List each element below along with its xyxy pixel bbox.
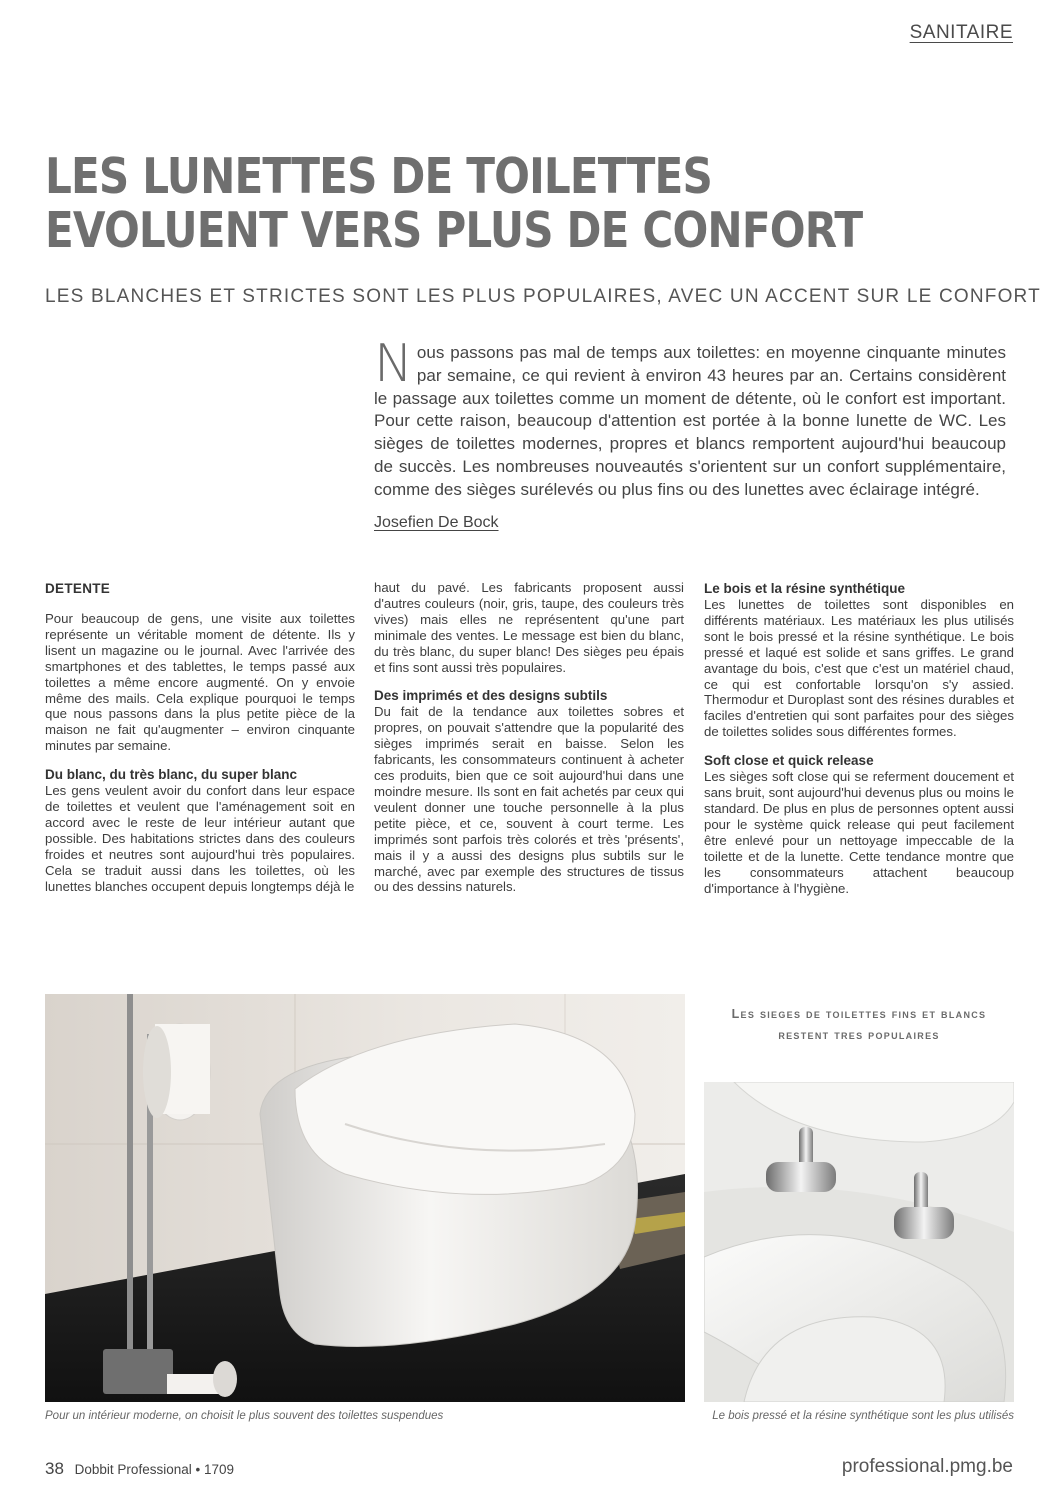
photo-seat-hinges: [704, 1082, 1014, 1402]
paragraph: Du fait de la tendance aux toilettes sobres et propres, on pouvait s'attendre que la popularité des sièges imprimés serait en baisse. Selon les fabricants, les consommateurs continuent à acheter ces produits, bien que ce soit aujourd'hui dans une moindre mesure. Ils sont en fait achetés par ceux qui veulent donner une touche personnelle à la plus petite pièce, et ce, souvent à court terme. Les imprimés sont parfois très colorés et très 'présents', mais il y a aussi des designs plus subtils sur le marché, avec par exemple des structures de tissus ou des dessins naturels.: [374, 704, 684, 895]
caption-right: Le bois pressé et la résine synthétique sont les plus utilisés: [712, 1410, 1014, 1422]
section-tag: SANITAIRE: [909, 22, 1013, 43]
pull-quote-line-2: restent tres populaires: [778, 1028, 940, 1042]
toilet-illustration: [45, 994, 685, 1402]
title-line-1: LES LUNETTES DE TOILETTES: [45, 148, 712, 205]
author-byline: Josefien De Bock: [374, 514, 499, 531]
article-subtitle: LES BLANCHES ET STRICTES SONT LES PLUS POPULAIRES, AVEC UN ACCENT SUR LE CONFORT: [45, 286, 1041, 307]
paragraph: Pour beaucoup de gens, une visite aux toilettes représente un véritable moment de détente. Ils y lisent un magazine ou le journal. Avec l'arrivée des smartphones et des tablettes, le temps passé aux toilettes a même encore augmenté. On y envoie même des mails. Cela explique pourquoi le temps que nous passons dans la plus petite pièce de la maison ne fait qu'augmenter – environ cinquante minutes par semaine.: [45, 611, 355, 754]
paragraph: Les lunettes de toilettes sont disponibles en différents matériaux. Les matériaux les plus utilisés sont le bois pressé et la résine synthétique. Le bois pressé et laqué est solide et sans griffes. Le grand avantage du bois, c'est que c'est un matériel chaud, ce qui est confortable lorsqu'on s'y assied. Thermodur et Duroplast sont des résines durables et faciles d'entretien qui sont parfaites pour des sièges de toilettes solides sous différentes formes.: [704, 597, 1014, 740]
text-column-2: [374, 580, 684, 907]
footer-url: professional.pmg.be: [841, 1456, 1013, 1477]
heading-imprimes: Des imprimés et des designs subtils: [374, 688, 608, 704]
paragraph: Les gens veulent avoir du confort dans leur espace de toilettes et veulent que l'aménagement soit en accord avec le reste de leur intérieur autant que possible. Des habitations strictes dans des couleurs froides et neutres sont aujourd'hui très populaires. Cela se traduit aussi dans les toilettes, où les lunettes blanches occupent depuis longtemps déjà le: [45, 783, 355, 894]
text-column-1: [45, 580, 355, 907]
publication-name: Dobbit Professional • 1709: [74, 1462, 234, 1477]
hinge-illustration: [704, 1082, 1014, 1402]
footer-folio: [45, 1459, 234, 1479]
heading-detente: DETENTE: [45, 581, 111, 596]
caption-left: Pour un intérieur moderne, on choisit le plus souvent des toilettes suspendues: [45, 1410, 444, 1422]
pull-quote: [704, 1004, 1014, 1046]
title-line-2: EVOLUENT VERS PLUS DE CONFORT: [45, 202, 863, 259]
intro-text: ous passons pas mal de temps aux toilettes: en moyenne cinquante minutes par semaine, ce qui revient à environ 43 heures par an. Certains considèrent le passage aux toilettes comme un moment de détente, où le confort est important. Pour cette raison, beaucoup d'attention est portée à la bonne lunette de WC. Les sièges de toilettes modernes, propres et blancs remportent aujourd'hui beaucoup de succès. Les nombreuses nouveautés s'orientent sur un confort supplémentaire, comme des sièges surélevés ou plus fins ou des lunettes avec éclairage intégré.: [374, 343, 1006, 499]
intro-paragraph: [374, 334, 1006, 502]
article-title: [45, 150, 871, 258]
intro-dropcap: N: [374, 334, 413, 394]
page-number: 38: [45, 1459, 64, 1478]
heading-bois: Le bois et la résine synthétique: [704, 581, 906, 596]
heading-soft-close: Soft close et quick release: [704, 753, 874, 769]
heading-blanc: Du blanc, du très blanc, du super blanc: [45, 767, 298, 783]
paragraph: haut du pavé. Les fabricants proposent aussi d'autres couleurs (noir, gris, taupe, des couleurs très vives) mais elles ne représentent qu'une part minimale des ventes. Le message est bien du blanc, du très blanc, du super blanc! Des sièges peu épais et fins sont aussi très populaires.: [374, 580, 684, 675]
paragraph: Les sièges soft close qui se referment doucement et sans bruit, sont aujourd'hui devenus plus ou moins le standard. De plus en plus de personnes optent aussi pour le système quick release qui peut facilement être enlevé pour un nettoyage impeccable de la toilette et de la lunette. Cette tendance montre que les consommateurs attachent beaucoup d'importance à l'hygiène.: [704, 769, 1014, 896]
text-column-3: [704, 580, 1014, 908]
photo-wall-hung-toilet: [45, 994, 685, 1402]
pull-quote-line-1: Les sieges de toilettes fins et blancs: [731, 1007, 987, 1021]
